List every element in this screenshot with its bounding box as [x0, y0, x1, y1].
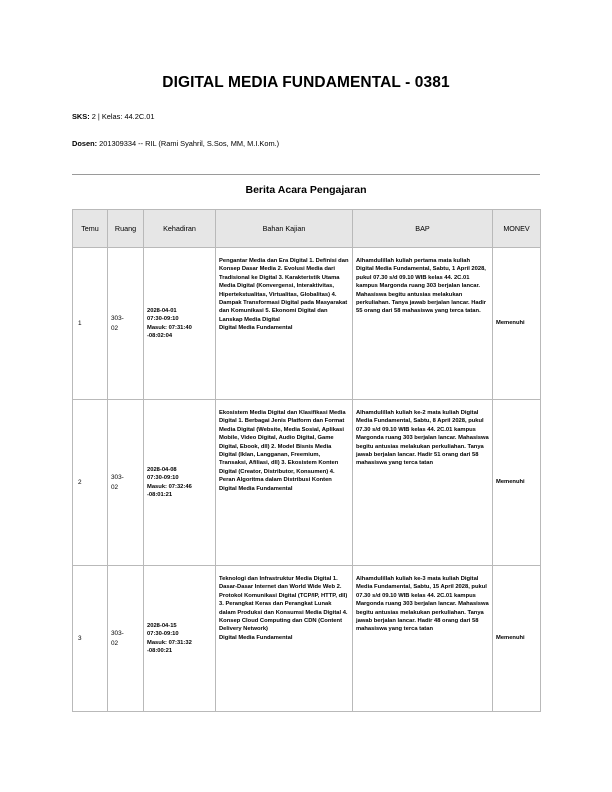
cell-kehadiran: 2028-04-01 07:30-09:10 Masuk: 07:31:40 -08:02:04 [144, 248, 216, 400]
cell-monev: Memenuhi [493, 248, 541, 400]
dosen-label: Dosen: [72, 139, 98, 148]
cell-temu: 2 [73, 400, 108, 566]
course-title: DIGITAL MEDIA FUNDAMENTAL - 0381 [162, 74, 450, 91]
cell-bap: Alhamdulillah kuliah pertama mata kuliah Digital Media Fundamental, Sabtu, 1 April 2028, pukul 07.30 s/d 09.10 WIB kelas 44. 2C.01 kampus Margonda ruang 303 berjalan lancar. Mahasiswa begitu antusias melakukan perkuliahan. Tanya jawab berjalan lancar. Hadir 55 orang dari 58 mahasiswa yang terca tatan. [353, 248, 493, 400]
sks-label: SKS: [72, 112, 90, 121]
cell-kehadiran: 2028-04-15 07:30-09:10 Masuk: 07:31:32 -08:00:21 [144, 566, 216, 712]
table-row [73, 566, 541, 712]
table-row [73, 400, 541, 566]
lecturer-info [72, 139, 279, 148]
header-monev: MONEV [493, 210, 541, 248]
cell-monev: Memenuhi [493, 566, 541, 712]
cell-ruang: 303- 02 [108, 248, 144, 400]
header-bap: BAP [353, 210, 493, 248]
table-row [73, 248, 541, 400]
header-kehadiran: Kehadiran [144, 210, 216, 248]
cell-bahan-kajian: Ekosistem Media Digital dan Klasifikasi Media Digital 1. Berbagai Jenis Platform dan Format Media Digital (Website, Media Sosial, Aplikasi Mobile, Video Digital, Audio Digital, Game Digital, Ebook, dll) 2. Model Bisnis Media Digital (Iklan, Langganan, Freemium, Transaksi, Afiliasi, dll) 3. Ekosistem Konten Digital (Creator, Distributor, Konsumen) 4. Peran Algoritma dalam Distribusi Konten Digital Media Fundamental [216, 400, 353, 566]
divider [72, 174, 540, 175]
cell-bap: Alhamdulillah kuliah ke-2 mata kuliah Digital Media Fundamental, Sabtu, 8 April 2028, pukul 07.30 s/d 09.10 WIB kelas 44. 2C.01 kampus Margonda ruang 303 berjalan lancar. Mahasiswa begitu antusias melakukan perkuliahan. Tanya jawab berjalan lancar. Hadir 51 orang dari 58 mahasiswa yang terca tatan [353, 400, 493, 566]
cell-ruang: 303- 02 [108, 566, 144, 712]
cell-bahan-kajian: Pengantar Media dan Era Digital 1. Definisi dan Konsep Dasar Media 2. Evolusi Media dari Tradisional ke Digital 3. Karakteristik Utama Media Digital (Konvergensi, Interaktivitas, Hipertekstualitas, Virtualitas, Globalitas) 4. Dampak Transformasi Digital pada Masyarakat dan Komunikasi 5. Ekonomi Digital dan Lanskap Media Digital Digital Media Fundamental [216, 248, 353, 400]
dosen-value: 201309334 -- RIL (Rami Syahril, S.Sos, MM, M.I.Kom.) [97, 139, 280, 148]
teaching-report-table [72, 209, 541, 712]
header-temu: Temu [73, 210, 108, 248]
cell-bahan-kajian: Teknologi dan Infrastruktur Media Digital 1. Dasar-Dasar Internet dan World Wide Web 2. Protokol Komunikasi Digital (TCP/IP, HTTP, dll) 3. Perangkat Keras dan Perangkat Lunak dalam Produksi dan Konsumsi Media Digital 4. Konsep Cloud Computing dan CDN (Content Delivery Network) Digital Media Fundamental [216, 566, 353, 712]
header-bahan-kajian: Bahan Kajian [216, 210, 353, 248]
section-title: Berita Acara Pengajaran [245, 184, 367, 196]
cell-kehadiran: 2028-04-08 07:30-09:10 Masuk: 07:32:46 -08:01:21 [144, 400, 216, 566]
cell-monev: Memenuhi [493, 400, 541, 566]
header-ruang: Ruang [108, 210, 144, 248]
cell-ruang: 303- 02 [108, 400, 144, 566]
cell-temu: 1 [73, 248, 108, 400]
sks-class-value: 2 | Kelas: 44.2C.01 [89, 112, 155, 121]
table-header-row [73, 210, 541, 248]
cell-temu: 3 [73, 566, 108, 712]
cell-bap: Alhamdulillah kuliah ke-3 mata kuliah Digital Media Fundamental, Sabtu, 15 April 2028, pukul 07.30 s/d 09.10 WIB kelas 44. 2C.01 kampus Margonda ruang 303 berjalan lancar. Mahasiswa begitu antusias melakukan perkuliahan. Tanya jawab berjalan lancar. Hadir 48 orang dari 58 mahasiswa yang terca tatan [353, 566, 493, 712]
course-credits-class [72, 112, 154, 121]
